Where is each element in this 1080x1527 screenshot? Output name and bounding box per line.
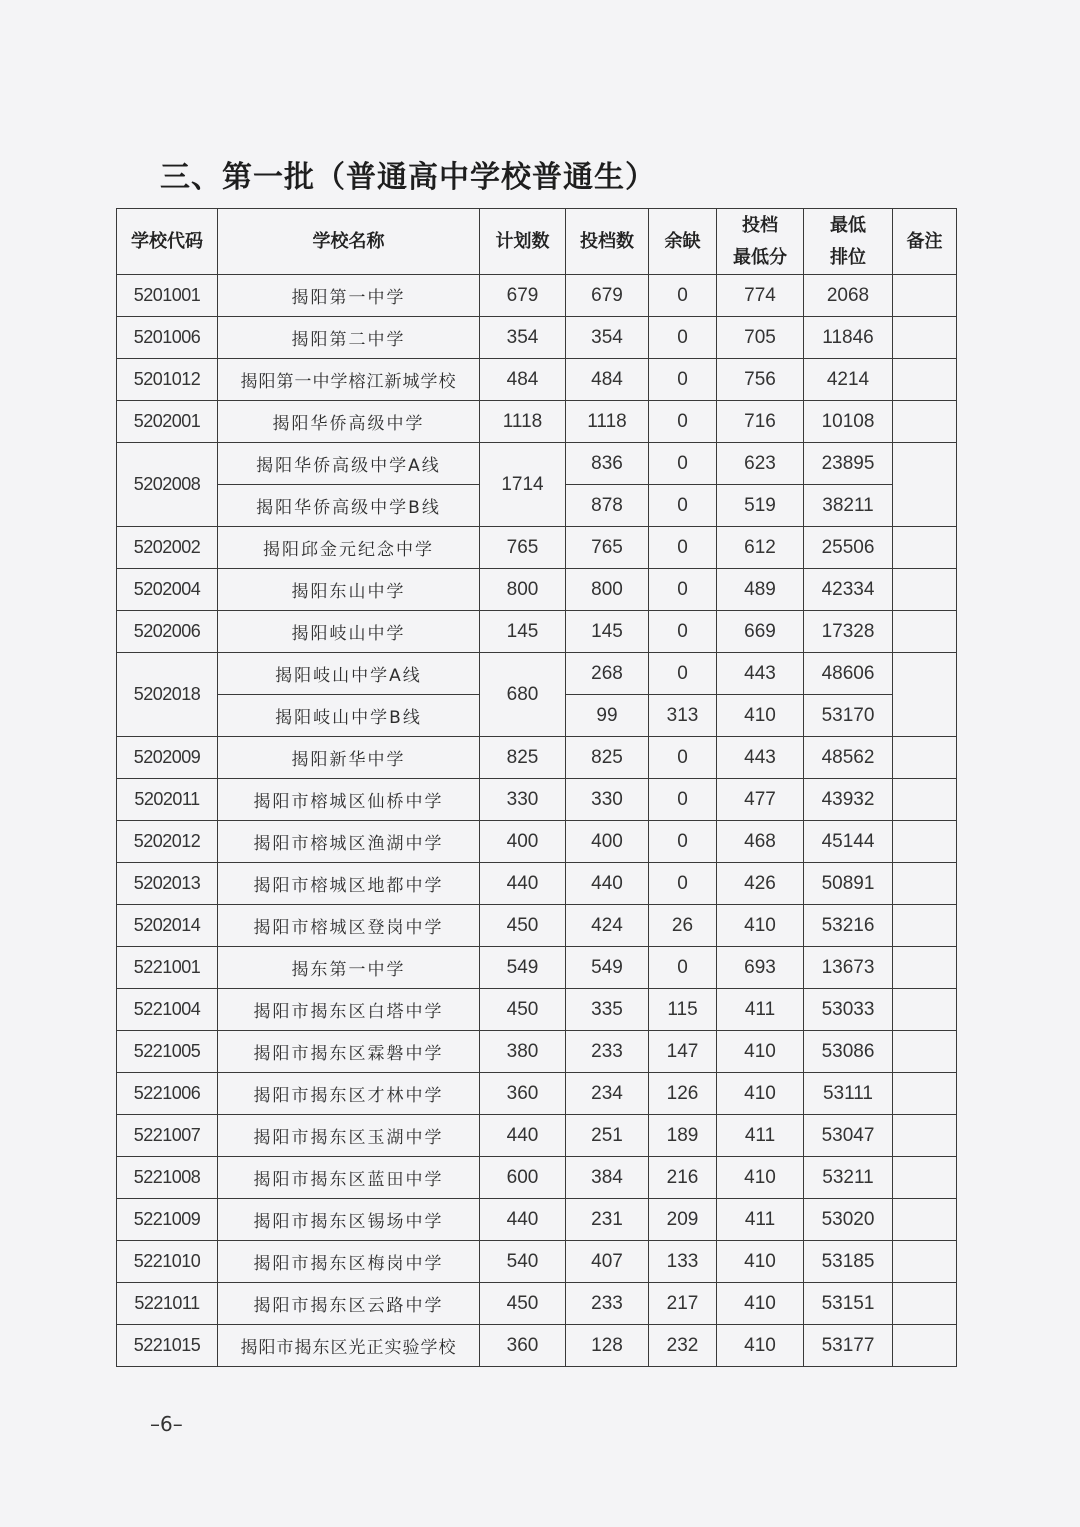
min-score: 774 bbox=[717, 275, 804, 317]
remarks bbox=[893, 527, 957, 569]
admitted-count: 400 bbox=[566, 821, 649, 863]
school-name: 揭阳邱金元纪念中学 bbox=[218, 527, 480, 569]
table-row-group-a bbox=[117, 653, 957, 695]
header-vacancy: 余缺 bbox=[649, 209, 717, 275]
vacancy-count: 0 bbox=[649, 527, 717, 569]
vacancy-count: 313 bbox=[649, 695, 717, 737]
vacancy-count: 26 bbox=[649, 905, 717, 947]
min-rank: 10108 bbox=[804, 401, 893, 443]
plan-count: 440 bbox=[480, 1115, 566, 1157]
min-score: 693 bbox=[717, 947, 804, 989]
vacancy-count: 0 bbox=[649, 275, 717, 317]
min-score: 623 bbox=[717, 443, 804, 485]
vacancy-count: 0 bbox=[649, 737, 717, 779]
remarks bbox=[893, 1031, 957, 1073]
min-rank: 13673 bbox=[804, 947, 893, 989]
vacancy-count: 133 bbox=[649, 1241, 717, 1283]
admitted-count: 145 bbox=[566, 611, 649, 653]
plan-count: 600 bbox=[480, 1157, 566, 1199]
school-name: 揭东第一中学 bbox=[218, 947, 480, 989]
admitted-count: 407 bbox=[566, 1241, 649, 1283]
min-rank: 48562 bbox=[804, 737, 893, 779]
header-name: 学校名称 bbox=[218, 209, 480, 275]
school-name: 揭阳岐山中学B线 bbox=[218, 695, 480, 737]
school-name: 揭阳市揭东区梅岗中学 bbox=[218, 1241, 480, 1283]
school-name: 揭阳市榕城区仙桥中学 bbox=[218, 779, 480, 821]
table-row bbox=[117, 1325, 957, 1367]
table-row bbox=[117, 1283, 957, 1325]
table-row bbox=[117, 401, 957, 443]
min-rank: 43932 bbox=[804, 779, 893, 821]
plan-count: 450 bbox=[480, 905, 566, 947]
school-code: 5201012 bbox=[117, 359, 218, 401]
remarks bbox=[893, 947, 957, 989]
school-name: 揭阳市揭东区玉湖中学 bbox=[218, 1115, 480, 1157]
admitted-count: 440 bbox=[566, 863, 649, 905]
header-min-score-line1: 投档 bbox=[742, 214, 778, 236]
table-row bbox=[117, 1115, 957, 1157]
min-rank: 4214 bbox=[804, 359, 893, 401]
plan-count: 360 bbox=[480, 1073, 566, 1115]
table-row bbox=[117, 737, 957, 779]
vacancy-count: 0 bbox=[649, 317, 717, 359]
header-min-score bbox=[717, 209, 804, 275]
header-remarks: 备注 bbox=[893, 209, 957, 275]
school-code: 5202008 bbox=[117, 443, 218, 527]
admitted-count: 765 bbox=[566, 527, 649, 569]
header-plan: 计划数 bbox=[480, 209, 566, 275]
school-name: 揭阳市榕城区渔湖中学 bbox=[218, 821, 480, 863]
school-code: 5202013 bbox=[117, 863, 218, 905]
plan-count: 440 bbox=[480, 1199, 566, 1241]
plan-count: 450 bbox=[480, 989, 566, 1031]
table-row bbox=[117, 1031, 957, 1073]
min-rank: 53151 bbox=[804, 1283, 893, 1325]
remarks bbox=[893, 863, 957, 905]
plan-count: 825 bbox=[480, 737, 566, 779]
table-row bbox=[117, 359, 957, 401]
plan-count: 800 bbox=[480, 569, 566, 611]
table-row bbox=[117, 611, 957, 653]
min-rank: 23895 bbox=[804, 443, 893, 485]
table-row bbox=[117, 569, 957, 611]
table-row bbox=[117, 1241, 957, 1283]
remarks bbox=[893, 989, 957, 1031]
admission-table bbox=[116, 208, 957, 1367]
vacancy-count: 216 bbox=[649, 1157, 717, 1199]
school-code: 5202004 bbox=[117, 569, 218, 611]
table-row bbox=[117, 1157, 957, 1199]
school-name: 揭阳岐山中学 bbox=[218, 611, 480, 653]
school-name: 揭阳市揭东区才林中学 bbox=[218, 1073, 480, 1115]
plan-count: 680 bbox=[480, 653, 566, 737]
remarks bbox=[893, 1157, 957, 1199]
vacancy-count: 0 bbox=[649, 485, 717, 527]
vacancy-count: 209 bbox=[649, 1199, 717, 1241]
plan-count: 354 bbox=[480, 317, 566, 359]
plan-count: 484 bbox=[480, 359, 566, 401]
min-rank: 17328 bbox=[804, 611, 893, 653]
school-code: 5202018 bbox=[117, 653, 218, 737]
plan-count: 540 bbox=[480, 1241, 566, 1283]
school-code: 5202006 bbox=[117, 611, 218, 653]
min-score: 410 bbox=[717, 1073, 804, 1115]
min-rank: 42334 bbox=[804, 569, 893, 611]
min-rank: 38211 bbox=[804, 485, 893, 527]
plan-count: 765 bbox=[480, 527, 566, 569]
min-rank: 53020 bbox=[804, 1199, 893, 1241]
vacancy-count: 0 bbox=[649, 653, 717, 695]
min-score: 410 bbox=[717, 1157, 804, 1199]
table-row bbox=[117, 317, 957, 359]
min-rank: 53111 bbox=[804, 1073, 893, 1115]
school-name: 揭阳第一中学 bbox=[218, 275, 480, 317]
remarks bbox=[893, 1325, 957, 1367]
min-score: 411 bbox=[717, 1115, 804, 1157]
min-rank: 53086 bbox=[804, 1031, 893, 1073]
admitted-count: 354 bbox=[566, 317, 649, 359]
school-name: 揭阳新华中学 bbox=[218, 737, 480, 779]
admitted-count: 836 bbox=[566, 443, 649, 485]
school-code: 5202002 bbox=[117, 527, 218, 569]
admitted-count: 549 bbox=[566, 947, 649, 989]
school-code: 5202009 bbox=[117, 737, 218, 779]
plan-count: 549 bbox=[480, 947, 566, 989]
vacancy-count: 0 bbox=[649, 947, 717, 989]
header-min-rank-line1: 最低 bbox=[830, 214, 866, 236]
min-score: 410 bbox=[717, 1031, 804, 1073]
vacancy-count: 0 bbox=[649, 401, 717, 443]
admitted-count: 825 bbox=[566, 737, 649, 779]
table-row bbox=[117, 821, 957, 863]
vacancy-count: 147 bbox=[649, 1031, 717, 1073]
school-name: 揭阳市揭东区蓝田中学 bbox=[218, 1157, 480, 1199]
min-rank: 53211 bbox=[804, 1157, 893, 1199]
min-rank: 45144 bbox=[804, 821, 893, 863]
admitted-count: 233 bbox=[566, 1031, 649, 1073]
plan-count: 679 bbox=[480, 275, 566, 317]
admitted-count: 800 bbox=[566, 569, 649, 611]
table-row bbox=[117, 947, 957, 989]
school-name: 揭阳市揭东区光正实验学校 bbox=[218, 1325, 480, 1367]
table-row bbox=[117, 905, 957, 947]
school-name: 揭阳市揭东区云路中学 bbox=[218, 1283, 480, 1325]
vacancy-count: 0 bbox=[649, 569, 717, 611]
remarks bbox=[893, 905, 957, 947]
admitted-count: 335 bbox=[566, 989, 649, 1031]
remarks bbox=[893, 1283, 957, 1325]
remarks bbox=[893, 569, 957, 611]
school-code: 5201001 bbox=[117, 275, 218, 317]
plan-count: 450 bbox=[480, 1283, 566, 1325]
remarks bbox=[893, 611, 957, 653]
header-code: 学校代码 bbox=[117, 209, 218, 275]
min-score: 410 bbox=[717, 905, 804, 947]
min-rank: 25506 bbox=[804, 527, 893, 569]
remarks bbox=[893, 317, 957, 359]
admitted-count: 878 bbox=[566, 485, 649, 527]
school-code: 5221004 bbox=[117, 989, 218, 1031]
admitted-count: 231 bbox=[566, 1199, 649, 1241]
school-name: 揭阳华侨高级中学A线 bbox=[218, 443, 480, 485]
school-code: 5202011 bbox=[117, 779, 218, 821]
school-code: 5221011 bbox=[117, 1283, 218, 1325]
table-row bbox=[117, 1073, 957, 1115]
min-rank: 53177 bbox=[804, 1325, 893, 1367]
school-name: 揭阳华侨高级中学 bbox=[218, 401, 480, 443]
min-rank: 53047 bbox=[804, 1115, 893, 1157]
plan-count: 330 bbox=[480, 779, 566, 821]
table-row bbox=[117, 275, 957, 317]
admitted-count: 424 bbox=[566, 905, 649, 947]
school-code: 5221006 bbox=[117, 1073, 218, 1115]
min-score: 411 bbox=[717, 989, 804, 1031]
admitted-count: 99 bbox=[566, 695, 649, 737]
school-code: 5221005 bbox=[117, 1031, 218, 1073]
min-score: 410 bbox=[717, 1325, 804, 1367]
header-min-rank bbox=[804, 209, 893, 275]
vacancy-count: 0 bbox=[649, 359, 717, 401]
school-code: 5221001 bbox=[117, 947, 218, 989]
school-name: 揭阳华侨高级中学B线 bbox=[218, 485, 480, 527]
min-score: 756 bbox=[717, 359, 804, 401]
admitted-count: 484 bbox=[566, 359, 649, 401]
min-rank: 53185 bbox=[804, 1241, 893, 1283]
min-score: 612 bbox=[717, 527, 804, 569]
remarks bbox=[893, 1115, 957, 1157]
min-score: 468 bbox=[717, 821, 804, 863]
admitted-count: 128 bbox=[566, 1325, 649, 1367]
school-code: 5221009 bbox=[117, 1199, 218, 1241]
school-name: 揭阳市榕城区地都中学 bbox=[218, 863, 480, 905]
min-score: 410 bbox=[717, 695, 804, 737]
header-min-score-line2: 最低分 bbox=[733, 246, 787, 268]
remarks bbox=[893, 737, 957, 779]
plan-count: 440 bbox=[480, 863, 566, 905]
min-rank: 11846 bbox=[804, 317, 893, 359]
admitted-count: 384 bbox=[566, 1157, 649, 1199]
school-name: 揭阳第一中学榕江新城学校 bbox=[218, 359, 480, 401]
min-score: 705 bbox=[717, 317, 804, 359]
school-code: 5202012 bbox=[117, 821, 218, 863]
school-name: 揭阳市揭东区霖磐中学 bbox=[218, 1031, 480, 1073]
admitted-count: 330 bbox=[566, 779, 649, 821]
min-score: 411 bbox=[717, 1199, 804, 1241]
min-score: 669 bbox=[717, 611, 804, 653]
admitted-count: 679 bbox=[566, 275, 649, 317]
school-name: 揭阳市榕城区登岗中学 bbox=[218, 905, 480, 947]
min-score: 410 bbox=[717, 1241, 804, 1283]
plan-count: 380 bbox=[480, 1031, 566, 1073]
school-name: 揭阳市揭东区白塔中学 bbox=[218, 989, 480, 1031]
admitted-count: 268 bbox=[566, 653, 649, 695]
remarks bbox=[893, 821, 957, 863]
plan-count: 1118 bbox=[480, 401, 566, 443]
remarks bbox=[893, 275, 957, 317]
min-score: 443 bbox=[717, 737, 804, 779]
vacancy-count: 232 bbox=[649, 1325, 717, 1367]
min-score: 489 bbox=[717, 569, 804, 611]
vacancy-count: 0 bbox=[649, 863, 717, 905]
vacancy-count: 126 bbox=[649, 1073, 717, 1115]
min-score: 519 bbox=[717, 485, 804, 527]
admitted-count: 233 bbox=[566, 1283, 649, 1325]
min-rank: 53033 bbox=[804, 989, 893, 1031]
vacancy-count: 0 bbox=[649, 443, 717, 485]
remarks bbox=[893, 443, 957, 527]
plan-count: 1714 bbox=[480, 443, 566, 527]
remarks bbox=[893, 1241, 957, 1283]
remarks bbox=[893, 653, 957, 737]
admitted-count: 251 bbox=[566, 1115, 649, 1157]
min-score: 477 bbox=[717, 779, 804, 821]
vacancy-count: 0 bbox=[649, 821, 717, 863]
school-name: 揭阳东山中学 bbox=[218, 569, 480, 611]
school-code: 5221015 bbox=[117, 1325, 218, 1367]
page-number: –6– bbox=[150, 1412, 183, 1436]
school-code: 5221008 bbox=[117, 1157, 218, 1199]
admitted-count: 1118 bbox=[566, 401, 649, 443]
min-score: 443 bbox=[717, 653, 804, 695]
table-row bbox=[117, 989, 957, 1031]
plan-count: 360 bbox=[480, 1325, 566, 1367]
school-code: 5202014 bbox=[117, 905, 218, 947]
min-rank: 2068 bbox=[804, 275, 893, 317]
plan-count: 400 bbox=[480, 821, 566, 863]
remarks bbox=[893, 1199, 957, 1241]
remarks bbox=[893, 779, 957, 821]
header-admitted: 投档数 bbox=[566, 209, 649, 275]
school-code: 5221010 bbox=[117, 1241, 218, 1283]
min-score: 426 bbox=[717, 863, 804, 905]
vacancy-count: 189 bbox=[649, 1115, 717, 1157]
min-score: 716 bbox=[717, 401, 804, 443]
min-score: 410 bbox=[717, 1283, 804, 1325]
min-rank: 48606 bbox=[804, 653, 893, 695]
school-name: 揭阳第二中学 bbox=[218, 317, 480, 359]
table-row bbox=[117, 863, 957, 905]
table-row bbox=[117, 527, 957, 569]
plan-count: 145 bbox=[480, 611, 566, 653]
vacancy-count: 0 bbox=[649, 611, 717, 653]
table-header-row bbox=[117, 209, 957, 275]
page-title: 三、第一批（普通高中学校普通生） bbox=[160, 160, 656, 195]
school-code: 5221007 bbox=[117, 1115, 218, 1157]
school-name: 揭阳市揭东区锡场中学 bbox=[218, 1199, 480, 1241]
school-code: 5201006 bbox=[117, 317, 218, 359]
header-min-rank-line2: 排位 bbox=[830, 246, 866, 268]
vacancy-count: 217 bbox=[649, 1283, 717, 1325]
remarks bbox=[893, 359, 957, 401]
vacancy-count: 0 bbox=[649, 779, 717, 821]
vacancy-count: 115 bbox=[649, 989, 717, 1031]
table-row bbox=[117, 779, 957, 821]
min-rank: 53170 bbox=[804, 695, 893, 737]
school-name: 揭阳岐山中学A线 bbox=[218, 653, 480, 695]
remarks bbox=[893, 1073, 957, 1115]
school-code: 5202001 bbox=[117, 401, 218, 443]
table-row bbox=[117, 1199, 957, 1241]
remarks bbox=[893, 401, 957, 443]
min-rank: 53216 bbox=[804, 905, 893, 947]
admitted-count: 234 bbox=[566, 1073, 649, 1115]
table-row-group-a bbox=[117, 443, 957, 485]
min-rank: 50891 bbox=[804, 863, 893, 905]
